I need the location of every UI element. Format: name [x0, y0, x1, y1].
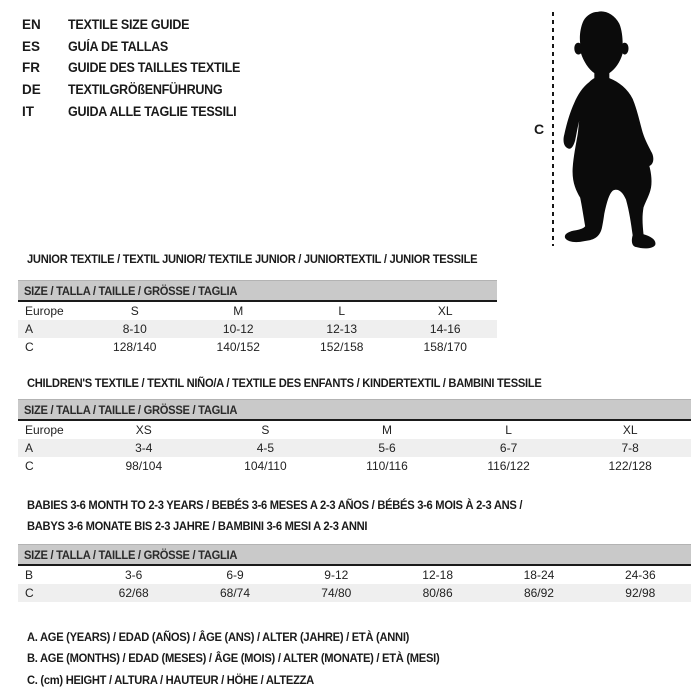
- table-cell: 24-36: [624, 568, 656, 582]
- row-label: C: [25, 459, 34, 473]
- height-measure-label: C: [533, 121, 545, 137]
- table-row: [18, 566, 691, 584]
- table-row: [18, 302, 497, 320]
- table-row: [18, 439, 691, 457]
- table-cell: 122/128: [608, 459, 652, 473]
- row-label: A: [25, 441, 34, 455]
- table-cell: 140/152: [216, 340, 260, 354]
- table-cell: 86/92: [523, 586, 554, 600]
- table-cell: L: [338, 304, 346, 318]
- table-cell: 80/86: [422, 586, 453, 600]
- table-cell: 5-6: [378, 441, 396, 455]
- language-title: TEXTILGRÖßENFÜHRUNG: [68, 82, 223, 98]
- table-cell: 128/140: [113, 340, 157, 354]
- size-header-label: SIZE / TALLA / TAILLE / GRÖSSE / TAGLIA: [24, 547, 238, 562]
- language-title: GUIDA ALLE TAGLIE TESSILI: [68, 103, 237, 119]
- title-line: BABYS 3-6 MONATE BIS 2-3 JAHRE / BAMBINI 3-6 MESI A 2-3 ANNI: [27, 519, 368, 533]
- language-code: FR: [22, 60, 40, 76]
- table-row: [18, 457, 691, 475]
- language-row-de: [22, 79, 253, 101]
- language-row-it: [22, 100, 253, 122]
- row-label: Europe: [25, 423, 64, 437]
- language-title: GUIDE DES TAILLES TEXTILE: [68, 60, 241, 76]
- table-cell: L: [505, 423, 512, 437]
- table-cell: XS: [135, 423, 152, 437]
- junior-size-table: [18, 280, 497, 356]
- table-cell: S: [130, 304, 139, 318]
- table-cell: 8-10: [122, 322, 147, 336]
- language-code: DE: [22, 82, 41, 98]
- row-label: B: [25, 568, 34, 582]
- height-measure-dashed-line: [552, 12, 554, 246]
- table-cell: XL: [622, 423, 638, 437]
- row-label: C: [25, 340, 34, 354]
- table-cell: 6-7: [499, 441, 518, 455]
- size-header-bar: [18, 544, 691, 564]
- table-cell: 14-16: [429, 322, 461, 336]
- table-cell: 3-6: [124, 568, 143, 582]
- row-label: C: [25, 586, 34, 600]
- language-title-list: [22, 14, 253, 122]
- babies-size-table: [18, 544, 691, 602]
- table-cell: 7-8: [621, 441, 639, 455]
- title-line: JUNIOR TEXTILE / TEXTIL JUNIOR/ TEXTILE JUNIOR / JUNIORTEXTIL / JUNIOR TESSILE: [27, 252, 478, 266]
- table-cell: 12-18: [422, 568, 453, 582]
- table-row: [18, 338, 497, 356]
- children-size-table: [18, 399, 691, 475]
- language-title: TEXTILE SIZE GUIDE: [68, 17, 190, 33]
- table-row: [18, 320, 497, 338]
- row-label: Europe: [25, 304, 64, 318]
- table-cell: 158/170: [423, 340, 467, 354]
- table-cell: 110/116: [366, 459, 408, 473]
- language-row-fr: [22, 57, 253, 79]
- table-cell: 152/158: [320, 340, 364, 354]
- table-cell: 68/74: [219, 586, 250, 600]
- table-cell: 6-9: [226, 568, 244, 582]
- junior-table-title: [27, 249, 511, 270]
- table-row: [18, 421, 691, 439]
- table-cell: 62/68: [118, 586, 149, 600]
- size-header-bar: [18, 280, 497, 300]
- table-cell: 98/104: [125, 459, 163, 473]
- size-header-label: SIZE / TALLA / TAILLE / GRÖSSE / TAGLIA: [24, 283, 238, 298]
- table-cell: 4-5: [256, 441, 275, 455]
- table-cell: S: [261, 423, 270, 437]
- table-cell: 3-4: [135, 441, 153, 455]
- language-row-es: [22, 36, 253, 58]
- footnote-c: C. (cm) HEIGHT / ALTURA / HAUTEUR / HÖHE / ALTEZZA: [27, 672, 314, 687]
- row-label: A: [25, 322, 34, 336]
- table-cell: 116/122: [487, 459, 530, 473]
- table-cell: 74/80: [321, 586, 352, 600]
- footnote-b: B. AGE (MONTHS) / EDAD (MESES) / ÂGE (MOIS) / ALTER (MONATE) / ETÀ (MESI): [27, 651, 440, 666]
- footnote-a: A. AGE (YEARS) / EDAD (AÑOS) / ÂGE (ANS) / ALTER (JAHRE) / ETÀ (ANNI): [27, 629, 410, 644]
- language-code: EN: [22, 17, 41, 33]
- table-row: [18, 584, 691, 602]
- table-cell: M: [233, 304, 244, 318]
- size-header-bar: [18, 399, 691, 419]
- babies-table-title: [27, 495, 559, 537]
- title-line: BABIES 3-6 MONTH TO 2-3 YEARS / BEBÉS 3-6 MESES A 2-3 AÑOS / BÉBÉS 3-6 MOIS À 2-3 ANS /: [27, 498, 523, 512]
- language-code: ES: [22, 38, 41, 54]
- title-line: CHILDREN'S TEXTILE / TEXTIL NIÑO/A / TEXTILE DES ENFANTS / KINDERTEXTIL / BAMBINI TESSILE: [27, 376, 542, 390]
- children-table-title: [27, 373, 580, 394]
- size-header-label: SIZE / TALLA / TAILLE / GRÖSSE / TAGLIA: [24, 402, 238, 417]
- toddler-silhouette-image: [556, 0, 666, 252]
- table-cell: 104/110: [244, 459, 287, 473]
- footnote-legend: [27, 626, 470, 691]
- table-cell: 12-13: [326, 322, 358, 336]
- table-cell: 10-12: [222, 322, 254, 336]
- language-title: GUÍA DE TALLAS: [68, 38, 169, 54]
- language-row-en: [22, 14, 253, 36]
- table-cell: 92/98: [625, 586, 656, 600]
- language-code: IT: [22, 103, 34, 119]
- table-cell: M: [381, 423, 392, 437]
- table-cell: XL: [437, 304, 453, 318]
- table-cell: 9-12: [324, 568, 349, 582]
- table-cell: 18-24: [523, 568, 555, 582]
